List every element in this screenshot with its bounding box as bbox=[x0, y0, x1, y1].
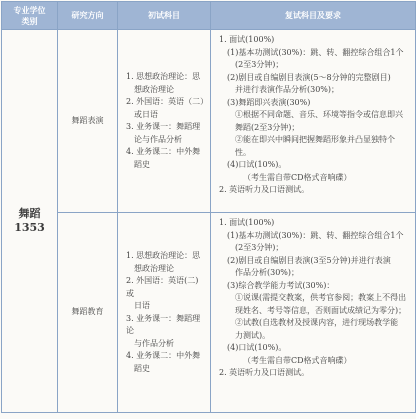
second-exam-line: 现姓名、考号等信息，否则面试成绩记为零分)； bbox=[235, 305, 407, 315]
first-exam-line: 与作品分析 bbox=[134, 338, 174, 348]
second-exam-line: ②试教(自选教材及授课内容，进行现场教学能 bbox=[235, 318, 399, 327]
first-exam-line: 4. 业务课二：中外舞 bbox=[126, 147, 201, 156]
second-exam-line: 2. 英语听力及口语测试。 bbox=[219, 185, 310, 194]
second-exam-line: 力测试)。 bbox=[235, 330, 271, 340]
first-exam-line: 蹈史 bbox=[134, 159, 150, 169]
second-exam-line: (2)剧目或自编剧目表演(3至5分钟)并进行表演 bbox=[227, 255, 391, 265]
first-exam-cell bbox=[118, 213, 211, 413]
first-exam-line: 1. 思想政治理论：思 bbox=[126, 251, 201, 260]
second-exam-line: （考生需自带CD格式音响碟） bbox=[243, 355, 352, 365]
header-first-exam: 初试科目 bbox=[118, 2, 211, 30]
second-exam-line: 1. 面试(100%) bbox=[219, 218, 275, 227]
first-exam-line: 想政治理论 bbox=[134, 84, 174, 94]
first-exam-line: 或日语 bbox=[134, 109, 158, 119]
second-exam-line: ①说课(需提交教案，供考官参阅；教案上不得出 bbox=[235, 293, 407, 302]
second-exam-line: ②能在即兴中瞬间把握舞蹈形象并凸显独特个性。 bbox=[235, 135, 395, 157]
direction-cell: 舞蹈表演 bbox=[58, 30, 118, 213]
first-exam-line: 论与作品分析 bbox=[134, 134, 182, 144]
table-header-row bbox=[2, 2, 416, 30]
second-exam-line: (4)口试(10%)。 bbox=[227, 343, 287, 352]
second-exam-line: （考生需自带CD格式音响碟） bbox=[243, 172, 352, 182]
first-exam-line: 4. 业务课二：中外舞 bbox=[126, 351, 201, 360]
major-cell bbox=[2, 30, 58, 413]
header-degree-category bbox=[2, 2, 58, 30]
second-exam-cell bbox=[211, 30, 416, 213]
direction-cell: 舞蹈教育 bbox=[58, 213, 118, 413]
second-exam-line: (4)口试(10%)。 bbox=[227, 160, 287, 169]
header-degree-category-line1: 专业学位 bbox=[13, 4, 46, 15]
header-second-exam: 复试科目及要求 bbox=[211, 2, 416, 30]
second-exam-line: (2至3分钟)； bbox=[235, 243, 284, 252]
table-row bbox=[2, 213, 416, 413]
second-exam-line: (3)综合教学能力考试(30%)： bbox=[227, 280, 335, 290]
table-row bbox=[2, 30, 416, 213]
second-exam-line: 1. 面试(100%) bbox=[219, 35, 275, 44]
first-exam-cell bbox=[118, 30, 211, 213]
second-exam-line: (1)基本功测试(30%)：跳、转、翻控综合组合1个 bbox=[227, 230, 404, 240]
first-exam-line: 3. 业务课一：舞蹈理 bbox=[126, 122, 201, 131]
second-exam-line: 作品分析(30%)； bbox=[235, 268, 300, 277]
second-exam-cell bbox=[211, 213, 416, 413]
first-exam-line: 2. 外国语：英语(二)或 bbox=[126, 276, 199, 298]
header-research-direction: 研究方向 bbox=[58, 2, 118, 30]
header-degree-category-line2: 类别 bbox=[21, 15, 38, 26]
first-exam-line: 日语 bbox=[134, 301, 150, 310]
major-name: 舞蹈 bbox=[18, 207, 41, 220]
first-exam-line: 3. 业务课一：舞蹈理论 bbox=[126, 313, 201, 335]
second-exam-line: (1)基本功测试(30%)：跳、转、翻控综合组合1个 bbox=[227, 47, 404, 57]
admissions-table bbox=[1, 1, 416, 413]
second-exam-line: ①根据不同命题、音乐、环境等指令或信息即兴 bbox=[235, 110, 403, 119]
second-exam-line: 并进行表演作品分析(30%)； bbox=[235, 85, 340, 94]
first-exam-line: 2. 外国语：英语（二） bbox=[126, 97, 209, 106]
second-exam-line: 2. 英语听力及口语测试。 bbox=[219, 368, 310, 377]
second-exam-line: (2)剧目或自编剧目表演(5～8分钟的完整剧目) bbox=[227, 72, 391, 82]
major-code: 1353 bbox=[14, 221, 45, 234]
second-exam-line: 舞蹈(2至3分钟)； bbox=[235, 122, 300, 132]
first-exam-line: 想政治理论 bbox=[134, 263, 174, 273]
second-exam-line: (3)舞蹈即兴表演(30%) bbox=[227, 97, 311, 107]
first-exam-line: 1. 思想政治理论：思 bbox=[126, 72, 201, 81]
first-exam-line: 蹈史 bbox=[134, 363, 150, 373]
second-exam-line: (2至3分钟)； bbox=[235, 60, 284, 69]
